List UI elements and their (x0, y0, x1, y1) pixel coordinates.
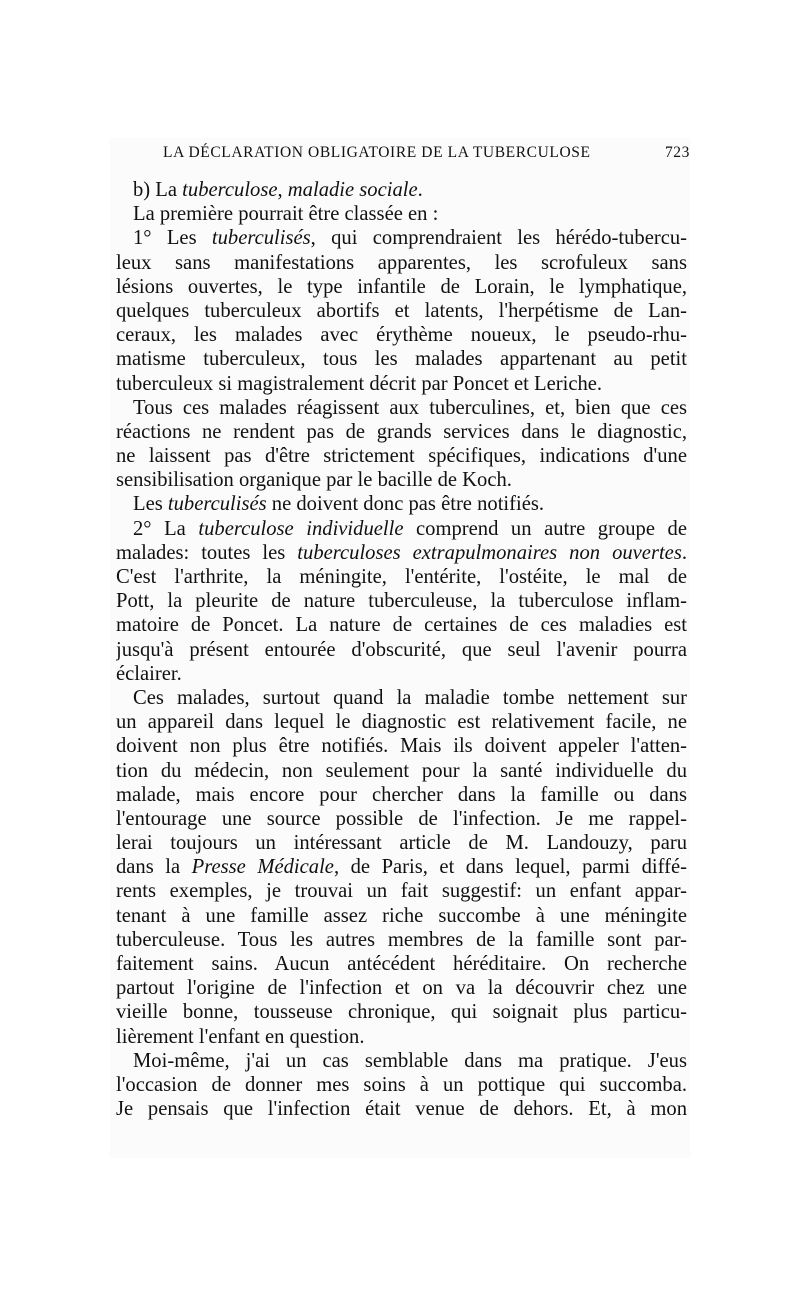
text-segment: tion du médecin, non seulement pour la santé individuelle du (116, 759, 687, 782)
text-line (116, 734, 687, 758)
italic-text: tuberculose (182, 179, 278, 201)
text-line (116, 565, 687, 589)
text-segment: . (417, 179, 423, 201)
text-line (116, 976, 687, 1000)
italic-text: tuberculisés (211, 227, 311, 250)
text-line (116, 879, 687, 903)
text-segment: tuberculeuse. Tous les autres membres de la famille sont par- (116, 928, 687, 951)
body-text (116, 178, 687, 1121)
text-line (116, 662, 687, 686)
text-line (116, 1025, 687, 1049)
text-line (116, 638, 687, 662)
text-line (116, 855, 687, 879)
text-line (116, 783, 687, 807)
text-segment: ne doivent donc pas être notifiés. (266, 493, 545, 516)
text-segment: ceraux, les malades avec érythème noueux, le pseudo-rhu- (116, 324, 687, 347)
text-segment: jusqu'à présent entourée d'obscurité, que seul l'avenir pourra (116, 638, 687, 661)
text-segment: Moi-même, j'ai un cas semblable dans ma pratique. J'eus (133, 1049, 687, 1072)
page-number: 723 (664, 144, 690, 161)
text-segment: matoire de Poncet. La nature de certaines de ces maladies est (116, 614, 687, 637)
text-line (116, 589, 687, 613)
text-line (116, 952, 687, 976)
text-line (116, 468, 687, 492)
text-segment: Pott, la pleurite de nature tuberculeuse, la tuberculose inflam- (116, 590, 687, 613)
text-line (116, 1049, 687, 1073)
text-line (116, 831, 687, 855)
text-segment: Les (133, 493, 168, 516)
text-segment: réactions ne rendent pas de grands services dans le diagnostic, (116, 420, 687, 443)
text-segment: 1° Les (133, 227, 212, 250)
text-line (116, 396, 687, 420)
italic-text: tuberculoses extrapulmonaires non ouvertes (297, 541, 682, 564)
text-line (116, 517, 687, 541)
text-segment: matisme tuberculeux, tous les malades appartenant au petit (116, 348, 687, 371)
text-line (116, 492, 687, 516)
text-line (116, 299, 687, 323)
text-line (116, 1000, 687, 1024)
text-line (116, 613, 687, 637)
text-line (116, 444, 687, 468)
text-segment: faitement sains. Aucun antécédent héréditaire. On recherche (116, 953, 687, 975)
text-segment: tuberculeux si magistralement décrit par Poncet et Leriche. (116, 372, 603, 395)
text-line (116, 372, 687, 396)
text-line (116, 323, 687, 347)
text-line (116, 347, 687, 371)
text-line (116, 710, 687, 734)
text-segment: l'entourage une source possible de l'infection. Je me rappel- (116, 807, 687, 830)
text-line (116, 420, 687, 444)
text-line (116, 1097, 687, 1121)
text-segment: , (277, 179, 288, 201)
italic-text: Presse Médicale (191, 856, 334, 879)
text-segment: ne laissent pas d'être strictement spécifiques, indications d'une (116, 445, 687, 468)
text-line (116, 807, 687, 831)
text-segment: sensibilisation organique par le bacille de Koch. (116, 469, 512, 492)
text-line (116, 904, 687, 928)
text-line (116, 759, 687, 783)
text-segment: 2° La (133, 517, 199, 540)
italic-text: tuberculose individuelle (198, 517, 404, 540)
text-segment: doivent non plus être notifiés. Mais ils doivent appeler l'atten- (116, 735, 687, 758)
text-segment: C'est l'arthrite, la méningite, l'entérite, l'ostéite, le mal de (116, 566, 687, 588)
text-segment: lièrement l'enfant en question. (116, 1025, 365, 1048)
text-line (116, 541, 687, 565)
text-line (116, 178, 687, 202)
running-title: LA DÉCLARATION OBLIGATOIRE DE LA TUBERCULOSE (163, 144, 591, 161)
text-segment: dans la (116, 856, 192, 879)
text-segment: éclairer. (116, 662, 182, 685)
text-segment: leux sans manifestations apparentes, les scrofuleux sans (116, 251, 687, 274)
text-segment: rents exemples, je trouvai un fait suggestif: un enfant appar- (116, 880, 687, 903)
text-segment: partout l'origine de l'infection et on va la découvrir chez une (116, 977, 687, 1000)
text-line (116, 226, 687, 250)
text-line (116, 1073, 687, 1097)
text-segment: Ces malades, surtout quand la maladie tombe nettement sur (133, 686, 687, 709)
text-segment: lésions ouvertes, le type infantile de Lorain, le lymphatique, (116, 275, 687, 298)
text-line (116, 275, 687, 299)
text-line (116, 928, 687, 952)
text-segment: b) La (133, 179, 183, 201)
text-segment: tenant à une famille assez riche succombe à une méningite (116, 904, 687, 927)
text-line (116, 686, 687, 710)
text-segment: malade, mais encore pour chercher dans la famille ou dans (116, 783, 687, 806)
text-segment: Je pensais que l'infection était venue de dehors. Et, à mon (116, 1098, 687, 1121)
text-segment: malades: toutes les (116, 541, 298, 564)
text-segment: , qui comprendraient les hérédo-tubercu- (310, 227, 687, 250)
text-segment: un appareil dans lequel le diagnostic est relativement facile, ne (116, 711, 687, 734)
text-segment: l'occasion de donner mes soins à un pottique qui succomba. (116, 1073, 687, 1096)
text-segment: comprend un autre groupe de (403, 517, 687, 540)
text-segment: La première pourrait être classée en : (133, 203, 439, 226)
italic-text: maladie sociale (287, 179, 418, 201)
text-segment: Tous ces malades réagissent aux tuberculines, et, bien que ces (133, 396, 687, 419)
text-segment: . (681, 541, 687, 564)
text-segment: lerai toujours un intéressant article de M. Landouzy, paru (116, 832, 687, 855)
text-line (116, 202, 687, 226)
text-segment: vieille bonne, tousseuse chronique, qui soignait plus particu- (116, 1001, 687, 1024)
text-line (116, 251, 687, 275)
text-segment: , de Paris, et dans lequel, parmi diffé- (333, 856, 687, 879)
text-segment: quelques tuberculeux abortifs et latents, l'herpétisme de Lan- (116, 299, 687, 322)
italic-text: tuberculisés (167, 493, 267, 516)
